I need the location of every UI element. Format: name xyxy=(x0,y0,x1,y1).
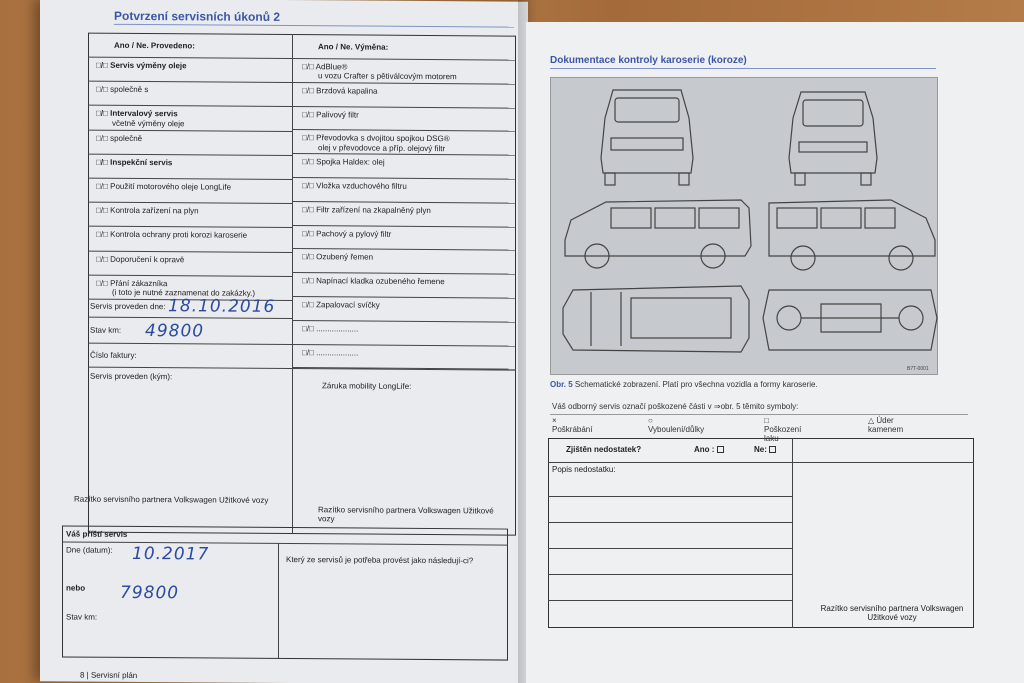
left-page xyxy=(40,0,528,683)
checkbox-pair: □/□ xyxy=(96,205,111,215)
symbol-item: ○ Vyboulení/důlky xyxy=(648,416,705,434)
checkbox-pair: □/□ xyxy=(302,85,317,96)
header-left: Ano / Ne. Provedeno: xyxy=(114,40,195,51)
right-row[interactable] xyxy=(302,86,377,96)
right-label: Palivový filtr xyxy=(316,109,359,120)
right-label: Zapalovací svíčky xyxy=(316,300,380,310)
right-row[interactable] xyxy=(302,253,373,263)
right-row[interactable] xyxy=(302,276,445,286)
next-km-label: Stav km: xyxy=(66,612,98,622)
right-side-view-icon xyxy=(769,200,935,270)
right-sublabel: olej v převodovce a příp. olejový filtr xyxy=(318,142,446,153)
left-label: Kontrola zařízení na plyn xyxy=(110,205,199,216)
figure-number: Obr. 5 xyxy=(550,380,573,389)
left-row[interactable] xyxy=(96,157,172,167)
left-label: Kontrola ochrany proti korozi karoserie xyxy=(110,230,248,241)
right-row[interactable] xyxy=(302,181,407,191)
left-row[interactable] xyxy=(96,254,184,264)
checkbox-pair: □/□ xyxy=(96,157,111,167)
service-by-label: Servis proveden (kým): xyxy=(90,371,173,382)
right-row[interactable] xyxy=(302,157,385,167)
right-label: Filtr zařízení na zkapalněný plyn xyxy=(316,205,431,215)
next-date-value[interactable]: 10.2017 xyxy=(132,543,210,565)
right-label: Ozubený řemen xyxy=(316,252,374,263)
left-label: Přání zákazníka xyxy=(110,278,168,288)
underside-view-icon xyxy=(763,290,937,350)
checkbox-pair: □/□ xyxy=(302,204,317,215)
left-sublabel: včetně výměny oleje xyxy=(112,118,185,128)
left-row[interactable] xyxy=(96,61,187,71)
left-row[interactable] xyxy=(96,206,199,216)
header-right: Ano / Ne. Výměna: xyxy=(318,42,389,52)
mobility-label: Záruka mobility LongLife: xyxy=(322,381,412,391)
right-label: ................... xyxy=(316,324,359,334)
km-value[interactable]: 49800 xyxy=(145,321,205,342)
left-label: společně s xyxy=(110,84,149,95)
left-row[interactable] xyxy=(96,278,255,297)
defect-label: Zjištěn nedostatek? xyxy=(566,445,642,454)
checkbox-pair: □/□ xyxy=(302,62,316,72)
right-label: Napínací kladka ozubeného řemene xyxy=(316,276,445,287)
left-row[interactable] xyxy=(96,109,184,128)
front-view-icon xyxy=(601,90,693,185)
vehicle-diagram-svg xyxy=(551,78,939,376)
checkbox-pair: □/□ xyxy=(96,230,111,240)
checkbox-pair: □/□ xyxy=(302,323,317,334)
left-side-view-icon xyxy=(565,200,751,268)
yes-label[interactable]: Ano : xyxy=(694,445,725,454)
next-date-label: Dne (datum): xyxy=(66,545,113,555)
next-question: Který ze servisů je potřeba provést jako následují-ci? xyxy=(286,555,474,566)
right-row[interactable] xyxy=(302,348,358,358)
figure-code: B7T-0001 xyxy=(907,366,929,372)
vehicle-diagram xyxy=(550,77,938,375)
checkbox-pair: □/□ xyxy=(96,84,111,94)
next-km-value[interactable]: 79800 xyxy=(120,582,180,604)
desc-label: Popis nedostatku: xyxy=(552,465,616,474)
right-row[interactable] xyxy=(302,229,391,239)
checkbox-pair: □/□ xyxy=(302,133,317,143)
symbol-item: △ Úder kamenem xyxy=(868,416,904,434)
right-row[interactable] xyxy=(302,134,450,153)
left-row[interactable] xyxy=(96,85,148,95)
checkbox-pair: □/□ xyxy=(302,276,317,286)
left-label: Servis výměny oleje xyxy=(110,60,187,71)
left-label: Inspekční servis xyxy=(110,157,173,168)
next-service-title: Váš příští servis xyxy=(66,529,128,539)
right-row[interactable] xyxy=(302,324,358,334)
left-row[interactable] xyxy=(96,230,247,240)
left-label: Doporučení k opravě xyxy=(110,254,185,264)
invoice-label: Číslo faktury: xyxy=(90,350,137,360)
right-row[interactable] xyxy=(302,300,380,310)
left-label: Použití motorového oleje LongLife xyxy=(110,181,232,192)
defect-stamp: Razítko servisního partnera Volkswagen Užitkové vozy xyxy=(820,604,964,623)
stamp-right: Razítko servisního partnera Volkswagen Užitkové vozy xyxy=(318,505,494,524)
right-label: Převodovka s dvojitou spojkou DSG® xyxy=(316,133,450,144)
right-label: Pachový a pylový filtr xyxy=(316,228,392,239)
left-row[interactable] xyxy=(96,133,142,143)
figure-caption-text: Schematické zobrazení. Platí pro všechna vozidla a formy karoserie. xyxy=(574,380,818,389)
checkbox-pair: □/□ xyxy=(96,109,111,119)
checkbox-pair: □/□ xyxy=(96,278,111,288)
symbol-item: × Poškrábání xyxy=(552,416,593,434)
checkbox-pair: □/□ xyxy=(96,254,111,264)
or-label: nebo xyxy=(66,583,86,593)
right-row[interactable] xyxy=(302,62,457,81)
date-label: Servis proveden dne: xyxy=(90,301,166,312)
checkbox-pair: □/□ xyxy=(302,228,317,238)
symbols-intro: Váš odborný servis označí poškozené části v ⇒obr. 5 těmito symboly: xyxy=(552,402,799,411)
checkbox-pair: □/□ xyxy=(302,181,317,191)
page-title: Potvrzení servisních úkonů 2 xyxy=(114,8,281,24)
right-label: AdBlue® xyxy=(315,62,348,72)
right-label: Brzdová kapalina xyxy=(316,86,378,96)
symbol-item: □ Poškození laku xyxy=(764,416,802,443)
yes-checkbox xyxy=(717,446,724,453)
left-sublabel: (i toto je nutné zaznamenat do zakázky.) xyxy=(112,287,256,298)
checkbox-pair: □/□ xyxy=(96,181,111,191)
top-view-icon xyxy=(563,286,749,352)
right-row[interactable] xyxy=(302,110,359,120)
checkbox-pair: □/□ xyxy=(96,60,111,70)
title-rule xyxy=(114,24,514,28)
left-label: společně xyxy=(110,133,143,143)
table-divider xyxy=(292,34,293,534)
right-label: Vložka vzduchového filtru xyxy=(316,181,407,191)
right-page xyxy=(526,22,1024,683)
stamp-left: Razítko servisního partnera Volkswagen Užitkové vozy xyxy=(74,494,269,505)
checkbox-pair: □/□ xyxy=(302,252,317,262)
right-title: Dokumentace kontroly karoserie (koroze) xyxy=(550,55,747,66)
checkbox-pair: □/□ xyxy=(302,347,317,357)
checkbox-pair: □/□ xyxy=(302,300,317,310)
right-row[interactable] xyxy=(302,205,431,215)
figure-caption xyxy=(550,380,818,389)
right-sublabel: u vozu Crafter s pětiválcovým motorem xyxy=(318,71,457,82)
no-checkbox xyxy=(769,446,776,453)
rear-view-icon xyxy=(789,92,877,185)
no-label[interactable]: Ne: xyxy=(754,445,777,454)
right-label: Spojka Haldex: olej xyxy=(316,157,385,167)
left-label: Intervalový servis xyxy=(110,109,178,119)
checkbox-pair: □/□ xyxy=(302,157,317,167)
km-label: Stav km: xyxy=(90,325,122,335)
checkbox-pair: □/□ xyxy=(302,109,317,119)
left-row[interactable] xyxy=(96,182,231,192)
page-footer: 8 | Servisní plán xyxy=(80,670,138,680)
checkbox-pair: □/□ xyxy=(96,133,111,143)
date-value[interactable]: 18.10.2016 xyxy=(168,296,276,317)
right-label: ................... xyxy=(316,347,359,358)
